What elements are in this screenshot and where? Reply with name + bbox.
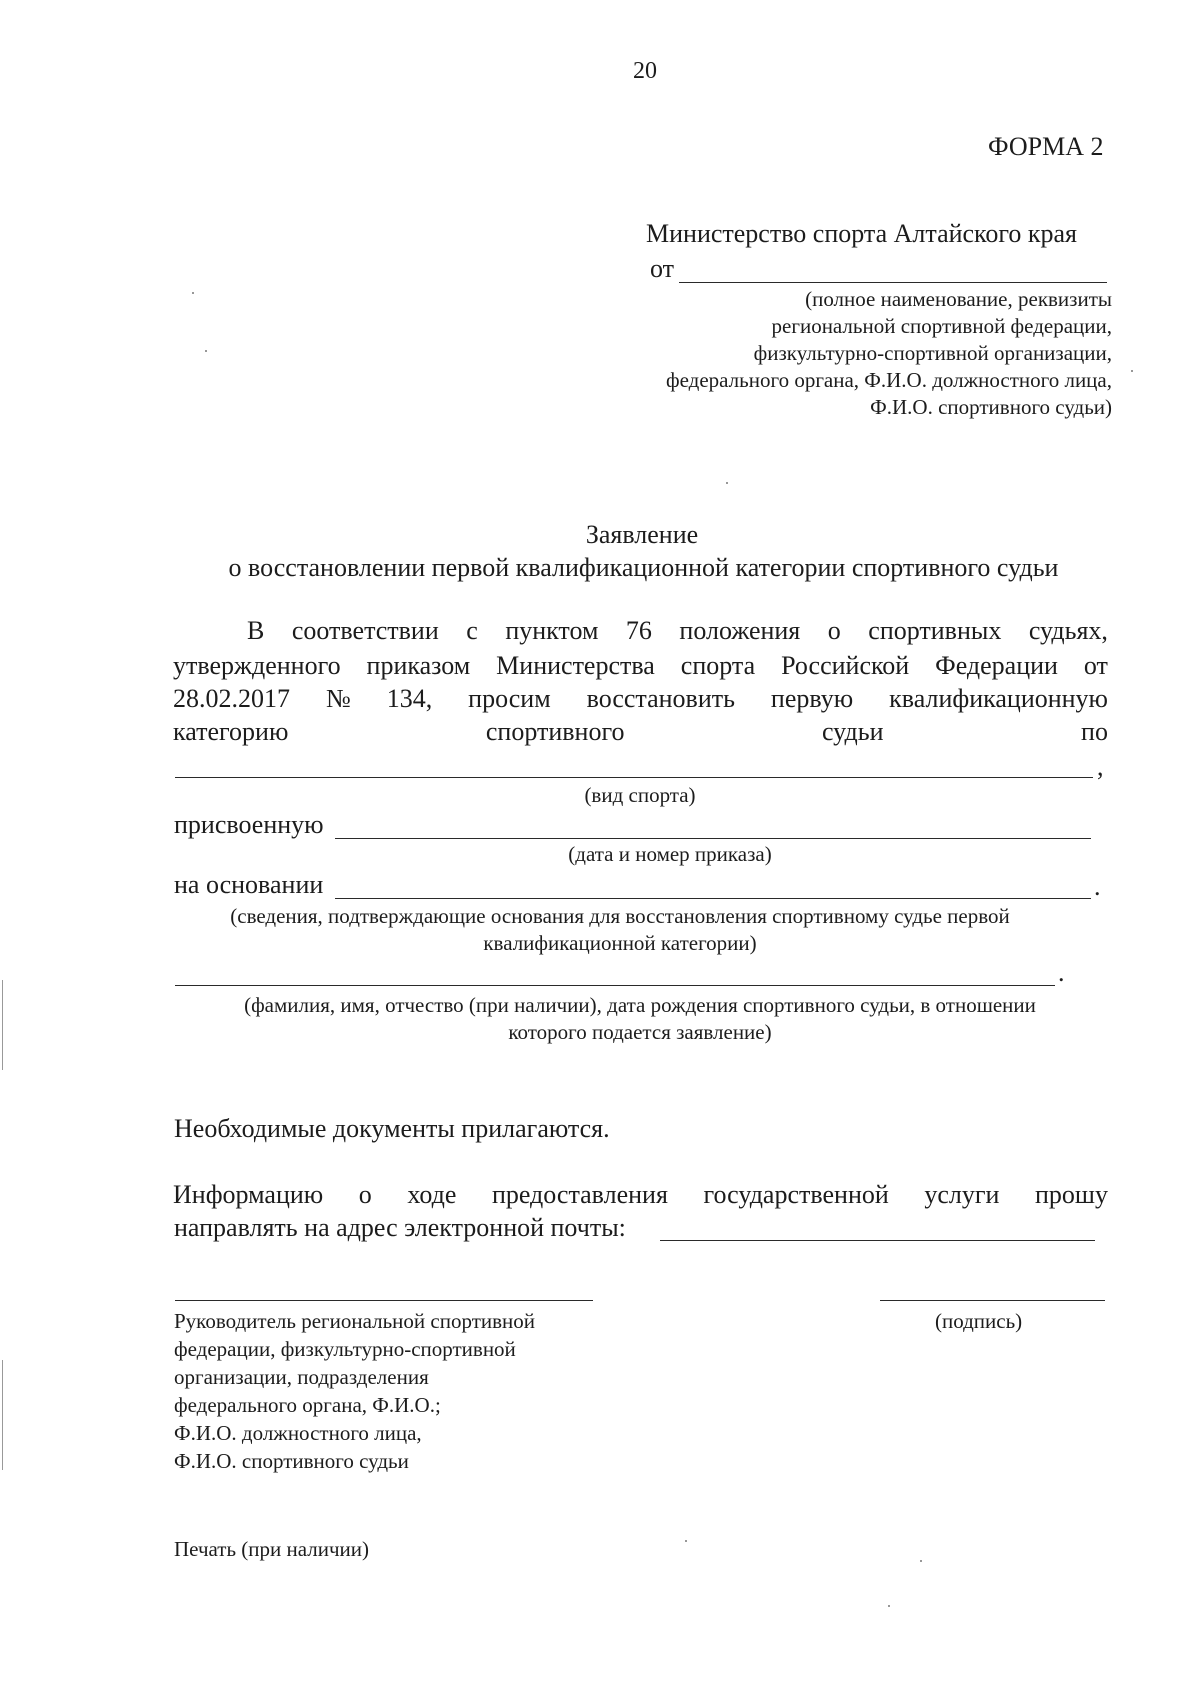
- basis-field-line[interactable]: [335, 898, 1091, 899]
- person-hint-line: которого подается заявление): [508, 1020, 772, 1044]
- scan-speck: [888, 1605, 890, 1607]
- attachments-note: Необходимые документы прилагаются.: [174, 1114, 610, 1143]
- person-field-period: .: [1058, 958, 1065, 987]
- assigned-label: присвоенную: [174, 810, 324, 839]
- signature-hint: (подпись): [935, 1309, 1023, 1333]
- person-hint-line: (фамилия, имя, отчество (при наличии), дата рождения спортивного судьи, в отношении: [244, 993, 1036, 1017]
- scan-speck: [205, 350, 207, 352]
- scan-edge-mark: [2, 1360, 3, 1470]
- info-line-1: Информацию о ходе предоставления государственной услуги прошу: [173, 1180, 1108, 1209]
- from-hint-line: (полное наименование, реквизиты: [805, 287, 1112, 311]
- signer-line: Ф.И.О. должностного лица,: [174, 1421, 422, 1445]
- order-hint: (дата и номер приказа): [568, 842, 772, 866]
- scan-speck: [192, 292, 194, 294]
- basis-hint-line: (сведения, подтверждающие основания для восстановления спортивному судье первой: [230, 904, 1010, 928]
- document-title: Заявление: [585, 520, 699, 549]
- from-hint-line: Ф.И.О. спортивного судьи): [870, 395, 1112, 419]
- signature-field-line[interactable]: [880, 1300, 1105, 1301]
- scan-speck: [726, 482, 728, 484]
- basis-hint-line: квалификационной категории): [483, 931, 757, 955]
- signer-line: Руководитель региональной спортивной: [174, 1309, 535, 1333]
- scan-speck: [920, 1560, 922, 1562]
- signer-line: федерального органа, Ф.И.О.;: [174, 1393, 441, 1417]
- sport-field-line[interactable]: [175, 777, 1093, 778]
- basis-label: на основании: [174, 870, 324, 899]
- scan-speck: [1131, 370, 1133, 372]
- signer-field-line[interactable]: [175, 1300, 593, 1301]
- sport-hint: (вид спорта): [584, 783, 696, 807]
- stamp-note: Печать (при наличии): [174, 1537, 370, 1561]
- page-number: 20: [633, 58, 657, 84]
- person-field-line[interactable]: [175, 985, 1055, 986]
- signer-line: Ф.И.О. спортивного судьи: [174, 1449, 409, 1473]
- body-line-1: В соответствии с пунктом 76 положения о спортивных судьях,: [247, 616, 1108, 645]
- ministry-name: Министерство спорта Алтайского края: [646, 219, 1078, 248]
- document-subtitle: о восстановлении первой квалификационной категории спортивного судьи: [228, 553, 1059, 582]
- basis-field-period: .: [1094, 872, 1101, 901]
- signer-line: федерации, физкультурно-спортивной: [174, 1337, 516, 1361]
- body-line-2: утвержденного приказом Министерства спорта Российской Федерации от: [173, 651, 1108, 680]
- from-field-line[interactable]: [679, 282, 1107, 283]
- from-hint-line: региональной спортивной федерации,: [771, 314, 1112, 338]
- assigned-field-line[interactable]: [335, 838, 1091, 839]
- from-label: от: [650, 254, 675, 283]
- body-line-4: категорию спортивного судьи по: [173, 717, 1108, 746]
- email-field-line[interactable]: [660, 1240, 1095, 1241]
- from-hint-line: физкультурно-спортивной организации,: [753, 341, 1112, 365]
- body-line-3: 28.02.2017 № 134, просим восстановить первую квалификационную: [173, 684, 1108, 713]
- scan-speck: [685, 1540, 687, 1542]
- sport-field-comma: ,: [1097, 752, 1104, 781]
- signer-line: организации, подразделения: [174, 1365, 429, 1389]
- form-label: ФОРМА 2: [988, 132, 1104, 161]
- from-hint-line: федерального органа, Ф.И.О. должностного лица,: [666, 368, 1112, 392]
- email-label: направлять на адрес электронной почты:: [174, 1213, 626, 1242]
- scan-edge-mark: [2, 980, 3, 1070]
